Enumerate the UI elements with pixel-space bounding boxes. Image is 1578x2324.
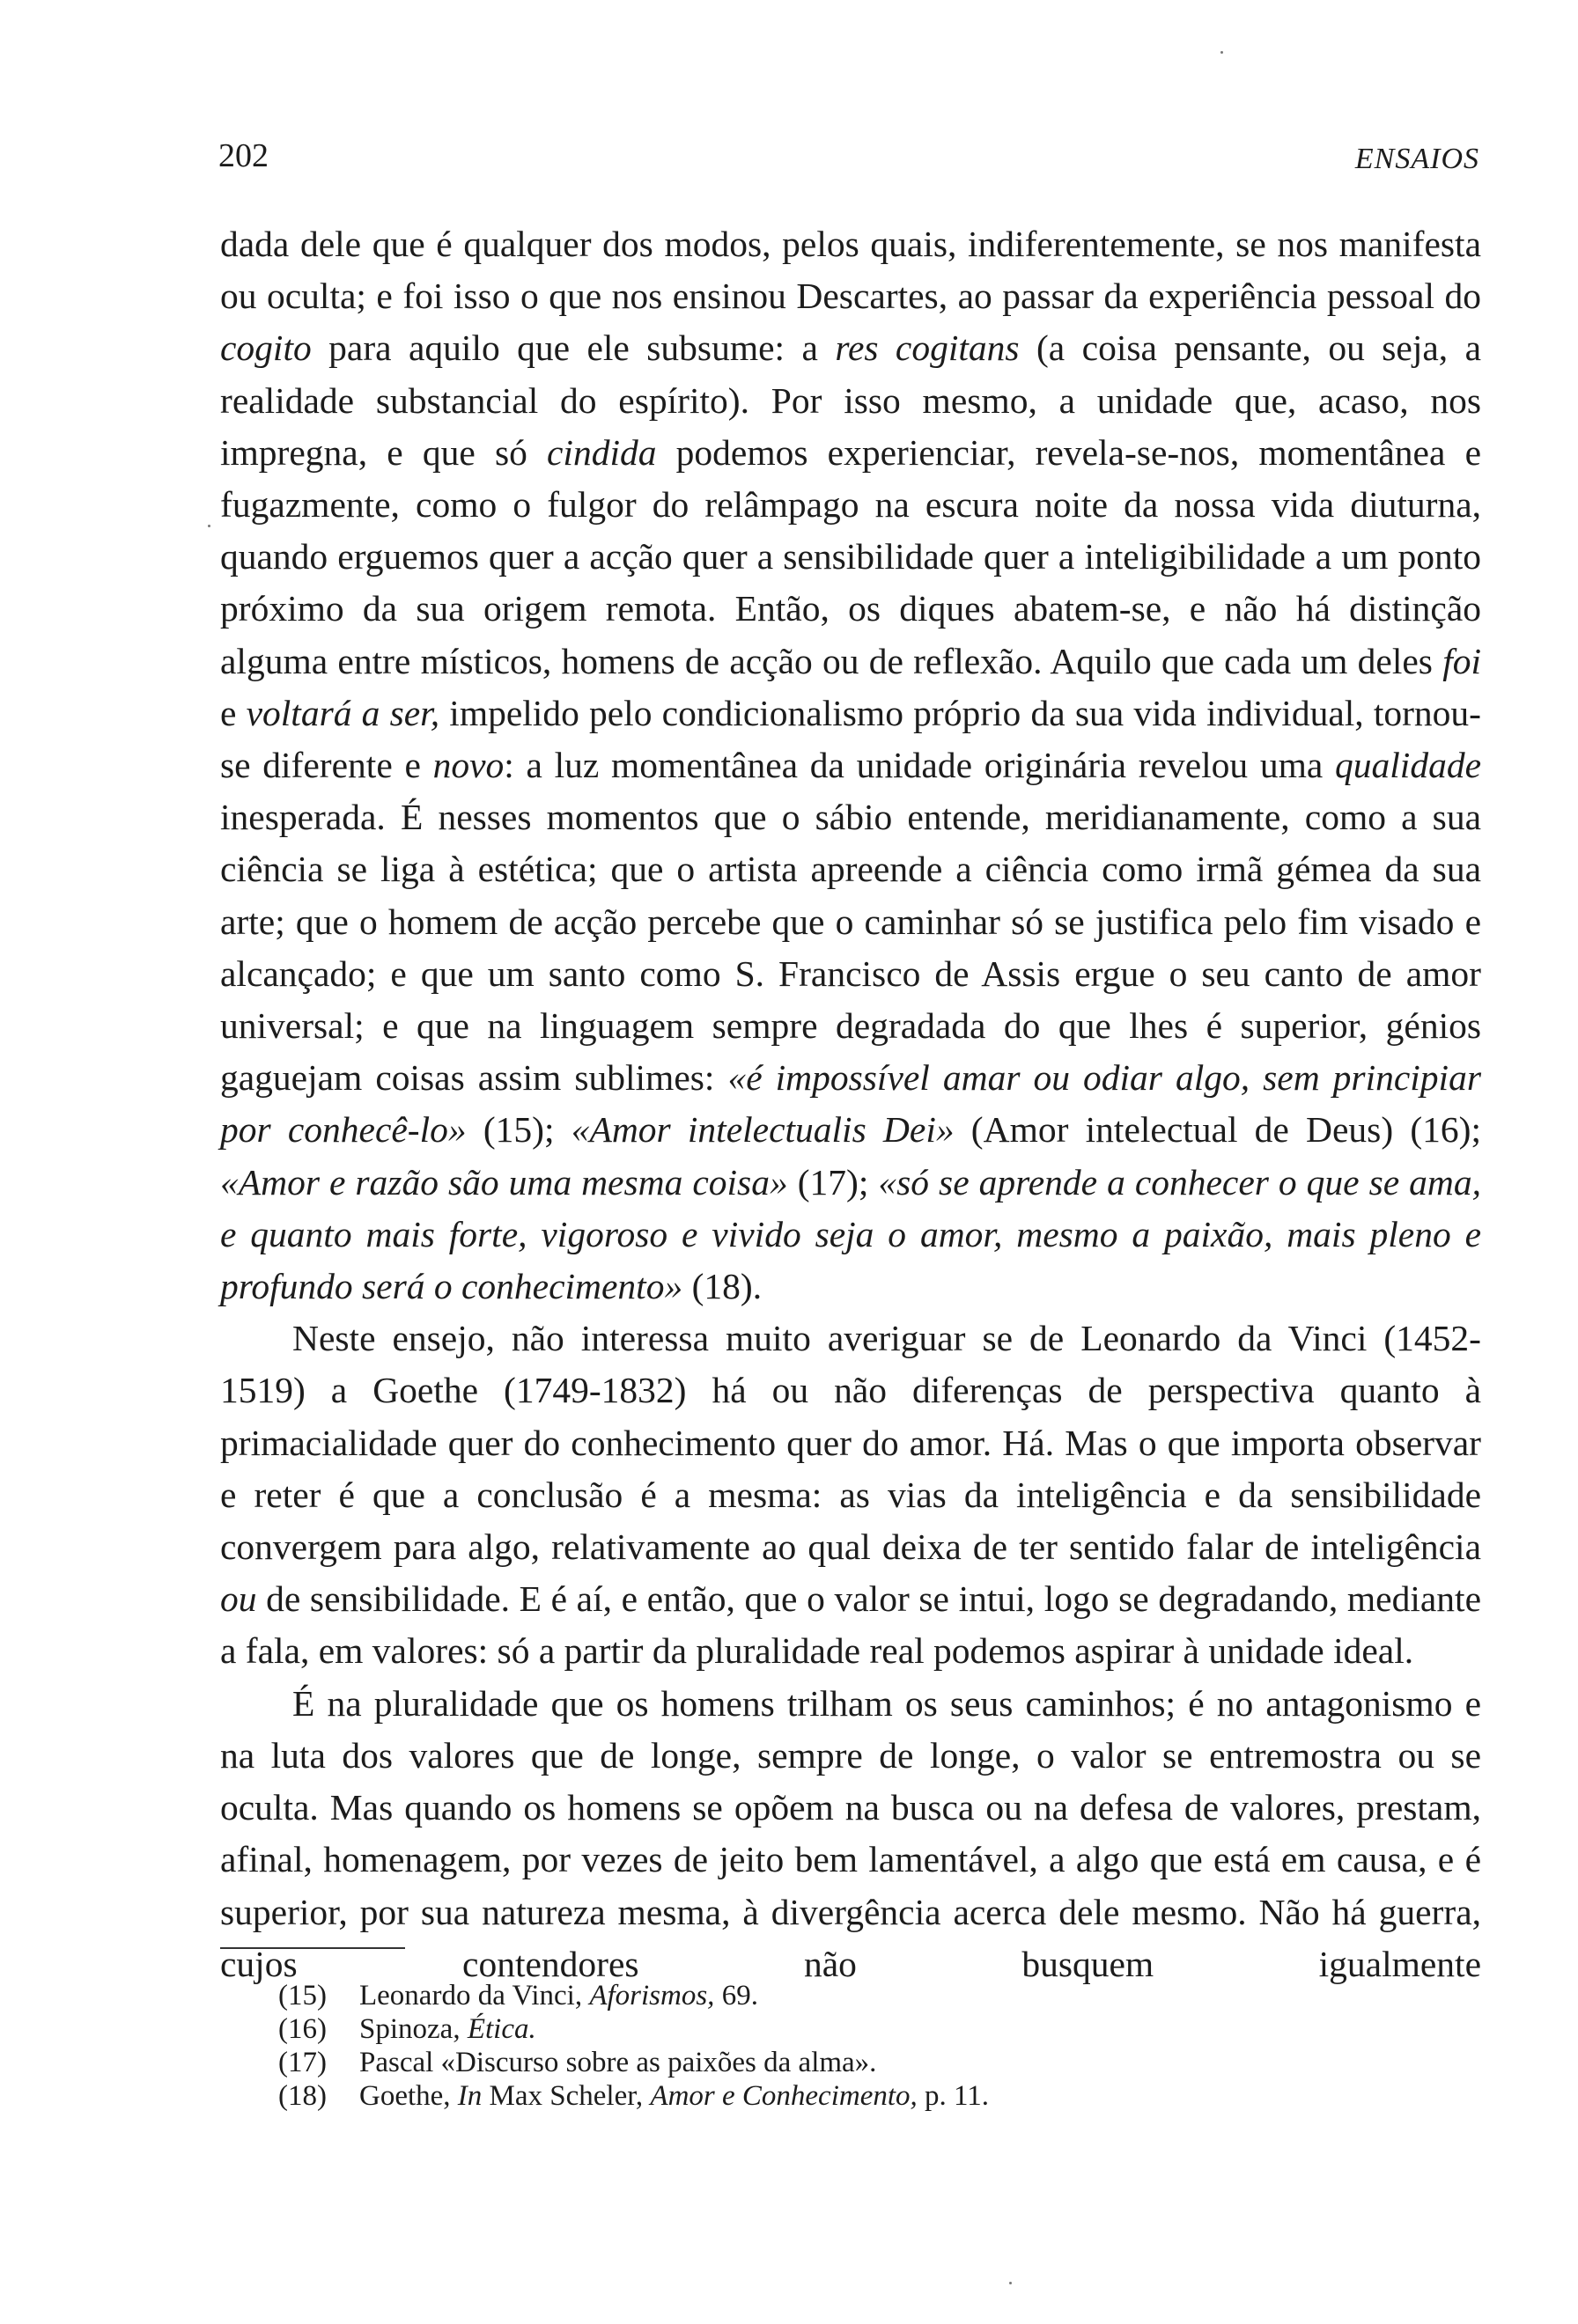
footnote-number: (18) [278, 2080, 327, 2112]
text-run: podemos experienciar, revela-se-nos, momentânea e fugazmente, como o fulgor do relâmpago na escura noite da nossa vida diuturna, quando erguemos quer a acção quer a sensibilidade quer a inteligibilidade a um ponto próximo da sua origem remota. Então, os diques abatem-se, e não há distinção alguma entre místicos, homens de acção ou de reflexão. Aquilo que cada um deles [220, 431, 1481, 681]
text-run: e [220, 692, 247, 733]
quote-run: «só se aprende a conhecer o que se ama, e quanto mais forte, vigoroso e vivido seja o amor, mesmo a paixão, mais pleno e profundo será o conhecimento» [220, 1161, 1482, 1307]
text-run: inesperada. É nesses momentos que o sábio entende, meridianamente, como a sua ciência se liga à estética; que o artista apreende a ciência como irmã gémea da sua arte; que o homem de acção percebe que o caminhar só se justifica pelo fim visado e alcançado; e que um santo como S. Francisco de Assis ergue o seu canto de amor universal; e que na linguagem sempre degradada do que lhes é superior, génios gaguejam coisas assim sublimes: [220, 797, 1481, 1099]
italic-run: cogito [220, 327, 312, 369]
footnote-ref-18: (18). [682, 1266, 763, 1307]
footnote-text-run: Leonardo da Vinci, [359, 1980, 590, 2011]
italic-run: qualidade [1335, 745, 1482, 786]
footnote-text-run: Spinoza, [359, 2013, 468, 2045]
footnote-number: (15) [278, 1980, 327, 2011]
footnote-16 [278, 2012, 1335, 2046]
footnote-text [359, 1979, 758, 2012]
page-number: 202 [218, 137, 269, 174]
italic-run: voltará a ser, [246, 692, 440, 733]
text-run: Neste ensejo, não interessa muito averiguar se de Leonardo da Vinci (1452-1519) a Goethe (1749-1832) há ou não diferenças de perspectiva quanto à primacialidade quer do conhecimento quer do amor. Há. Mas o que importa observar e reter é que a conclusão é a mesma: as vias da inteligência e da sensibilidade convergem para algo, relativamente ao qual deixa de ter sentido falar de inteligência [220, 1318, 1481, 1568]
text-run: (a coisa pensante, ou seja, a realidade substancial do espírito). Por isso mesmo, a unidade que, acaso, nos impregna, e que só [220, 327, 1481, 473]
footnote-ref-15: (15); [466, 1109, 571, 1151]
text-run: : a luz momentânea da unidade originária revelou uma [504, 745, 1336, 786]
scan-speck [1009, 2282, 1012, 2284]
italic-run: foi [1442, 640, 1481, 681]
italic-run: cindida [547, 431, 657, 473]
italic-run: res cogitans [835, 327, 1020, 369]
text-run: É na pluralidade que os homens trilham os seus caminhos; é no antagonismo e na luta dos valores que de longe, sempre de longe, o valor se entremostra ou se oculta. Mas quando os homens se opõem na busca ou na defesa de valores, prestam, afinal, homenagem, por vezes de jeito bem lamentável, a algo que está em causa, e é superior, por sua natureza mesma, à divergência acerca dele mesmo. Não há guerra, cujos contendores não busquem igualmente [220, 1682, 1481, 1984]
footnote-text: Pascal «Discurso sobre as paixões da alma». [359, 2047, 877, 2078]
italic-run: novo [432, 745, 505, 786]
footnote-18 [278, 2079, 1335, 2113]
scan-speck [208, 525, 210, 527]
footnote-italic-run: Ética. [467, 2013, 536, 2045]
footnote-ref-16: (Amor intelectual de Deus) (16); [954, 1109, 1482, 1151]
paragraph-2 [220, 1313, 1481, 1677]
footnote-text-run: 69. [714, 1980, 758, 2011]
quote-run: «Amor intelectualis Dei» [571, 1109, 955, 1151]
body-text [220, 218, 1481, 1990]
italic-run: ou [220, 1578, 257, 1620]
footnote-text [359, 2012, 536, 2046]
quote-run: «é impossível amar ou odiar algo, sem principiar por conhecê-lo» [220, 1057, 1481, 1151]
paragraph-3 [220, 1678, 1481, 1990]
footnote-italic-run: Amor e Conhecimento, [650, 2080, 918, 2112]
text-run: para aquilo que ele subsume: a [311, 327, 836, 369]
paragraph-1 [220, 218, 1481, 1313]
footnote-number: (17) [278, 2047, 327, 2078]
footnote-number: (16) [278, 2013, 327, 2045]
text-run: de sensibilidade. E é aí, e então, que o valor se intui, logo se degradando, mediante a fala, em valores: só a partir da pluralidade real podemos aspirar à unidade ideal. [220, 1578, 1481, 1672]
footnote-text [359, 2079, 989, 2113]
footnote-text-run: p. 11. [917, 2080, 990, 2112]
footnote-text-run: Max Scheler, [482, 2080, 651, 2112]
footnote-italic-run: Aforismos, [589, 1980, 715, 2011]
footnotes [278, 1979, 1335, 2113]
footnote-italic-run: In [457, 2080, 483, 2112]
footnote-text-run: Goethe, [359, 2080, 458, 2112]
text-run: dada dele que é qualquer dos modos, pelos quais, indiferentemente, se nos manifesta ou oculta; e foi isso o que nos ensinou Descartes, ao passar da experiência pessoal do [220, 224, 1481, 317]
footnote-ref-17: (17); [787, 1161, 879, 1202]
running-head: ENSAIOS [1354, 143, 1479, 175]
text-run: impelido pelo condicionalismo próprio da sua vida individual, tornou-se diferente e [220, 692, 1482, 786]
footnote-17 [278, 2046, 1335, 2079]
quote-run: «Amor e razão são uma mesma coisa» [220, 1161, 788, 1202]
footnote-15 [278, 1979, 1335, 2012]
footnote-rule [220, 1947, 405, 1949]
scan-speck [1220, 51, 1223, 54]
